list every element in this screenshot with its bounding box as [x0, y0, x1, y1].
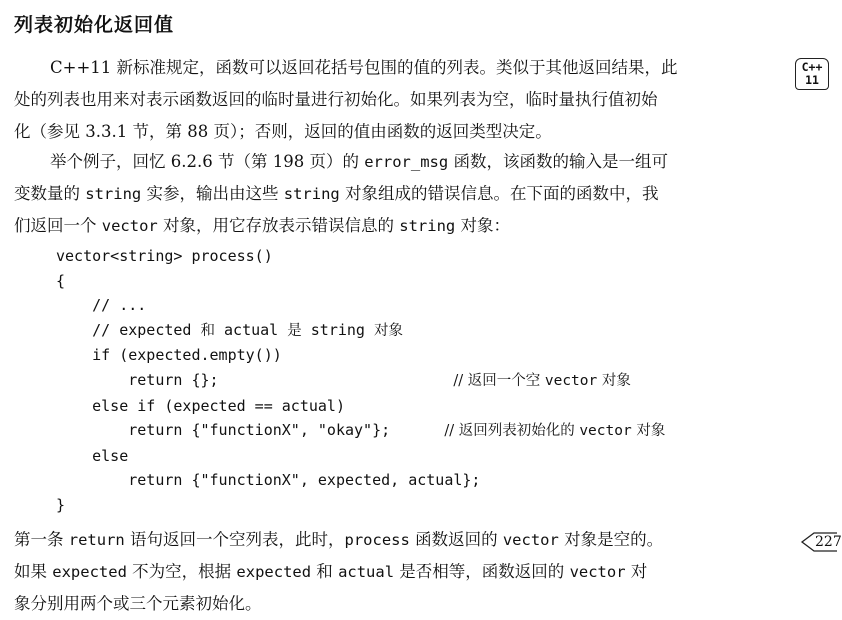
p2-text: 对象：	[455, 216, 510, 235]
code-comment: 和	[200, 322, 215, 339]
code-comment: 是	[287, 322, 302, 339]
p3-text: 是否相等，函数返回的	[394, 562, 570, 581]
p3-text: 第一条	[14, 530, 69, 549]
section-heading: 列表初始化返回值	[14, 14, 175, 36]
comment-text: 对象	[631, 423, 666, 440]
p2-text: 变数量的	[14, 184, 86, 203]
p2-text: 对象，用它存放表示错误信息的	[157, 216, 400, 235]
code-line: {	[56, 271, 66, 290]
paragraph-1	[14, 52, 784, 148]
inline-code: return	[68, 531, 125, 549]
code-line: return {};	[56, 370, 454, 389]
code-comment	[444, 423, 665, 439]
p3-text: 和	[311, 562, 339, 581]
comment-code: vector	[579, 423, 632, 440]
code-comment	[453, 373, 631, 389]
code-line: // ...	[56, 296, 147, 315]
code-line: }	[56, 495, 66, 514]
comment-text: // 返回列表初始化的	[444, 423, 580, 440]
p1-line1: C++11 新标准规定，函数可以返回花括号包围的值的列表。类似于其他返回结果，此	[50, 58, 678, 77]
code-line: else if (expected == actual)	[56, 396, 345, 415]
p2-text: 对象组成的错误信息。在下面的函数中，我	[339, 184, 659, 203]
inline-code: expected	[236, 563, 312, 581]
code-line: return {"functionX", expected, actual};	[56, 471, 481, 490]
p3-text: 对	[625, 562, 648, 581]
inline-code: vector	[101, 217, 158, 235]
p3-text: 语句返回一个空列表，此时，	[124, 530, 345, 549]
code-line: if (expected.empty())	[56, 346, 282, 365]
p3-text: 象分别用两个或三个元素初始化。	[14, 594, 262, 613]
cpp11-badge	[795, 58, 829, 90]
comment-code: vector	[544, 372, 598, 389]
p3-text: 对象是空的。	[558, 530, 664, 549]
inline-code: process	[344, 531, 410, 549]
cpp11-badge-line1: C++	[801, 60, 823, 74]
comment-text: 对象	[597, 372, 631, 389]
p1-line2: 处的列表也用来对表示函数返回的临时量进行初始化。如果列表为空，临时量执行值初始	[14, 90, 658, 109]
p1-line3: 化（参见 3.3.1 节，第 88 页）；否则，返回的值由函数的返回类型决定。	[14, 122, 552, 141]
paragraph-2	[14, 146, 784, 242]
inline-code: vector	[569, 563, 626, 581]
inline-code: string	[283, 185, 340, 203]
code-line: // expected	[56, 320, 201, 339]
page-ref-arrow-icon	[800, 529, 837, 555]
code-block	[56, 244, 665, 518]
inline-code: vector	[502, 531, 559, 549]
p3-text: 函数返回的	[409, 530, 503, 549]
code-line: string	[301, 320, 374, 339]
p2-text: 函数，该函数的输入是一组可	[448, 152, 668, 171]
code-line: else	[56, 446, 129, 465]
p3-text: 不为空，根据	[126, 562, 237, 581]
inline-code: actual	[338, 563, 395, 581]
p3-text: 如果	[14, 562, 53, 581]
cpp11-badge-line2: 11	[805, 73, 819, 87]
page-ref-number: 227	[815, 534, 842, 550]
inline-code: string	[85, 185, 142, 203]
page-ref-badge	[800, 529, 842, 555]
p2-text: 们返回一个	[14, 216, 102, 235]
code-line: actual	[215, 320, 288, 339]
code-line: vector<string> process()	[56, 247, 273, 265]
p2-text: 举个例子，回忆 6.2.6 节（第 198 页）的	[50, 152, 365, 171]
comment-text: // 返回一个空	[453, 372, 545, 389]
inline-code: error_msg	[364, 153, 449, 171]
p2-text: 实参，输出由这些	[141, 184, 284, 203]
code-line: return {"functionX", "okay"};	[56, 421, 445, 440]
paragraph-3	[14, 524, 784, 620]
inline-code: string	[399, 217, 456, 235]
code-comment: 对象	[374, 322, 403, 339]
inline-code: expected	[52, 563, 127, 581]
